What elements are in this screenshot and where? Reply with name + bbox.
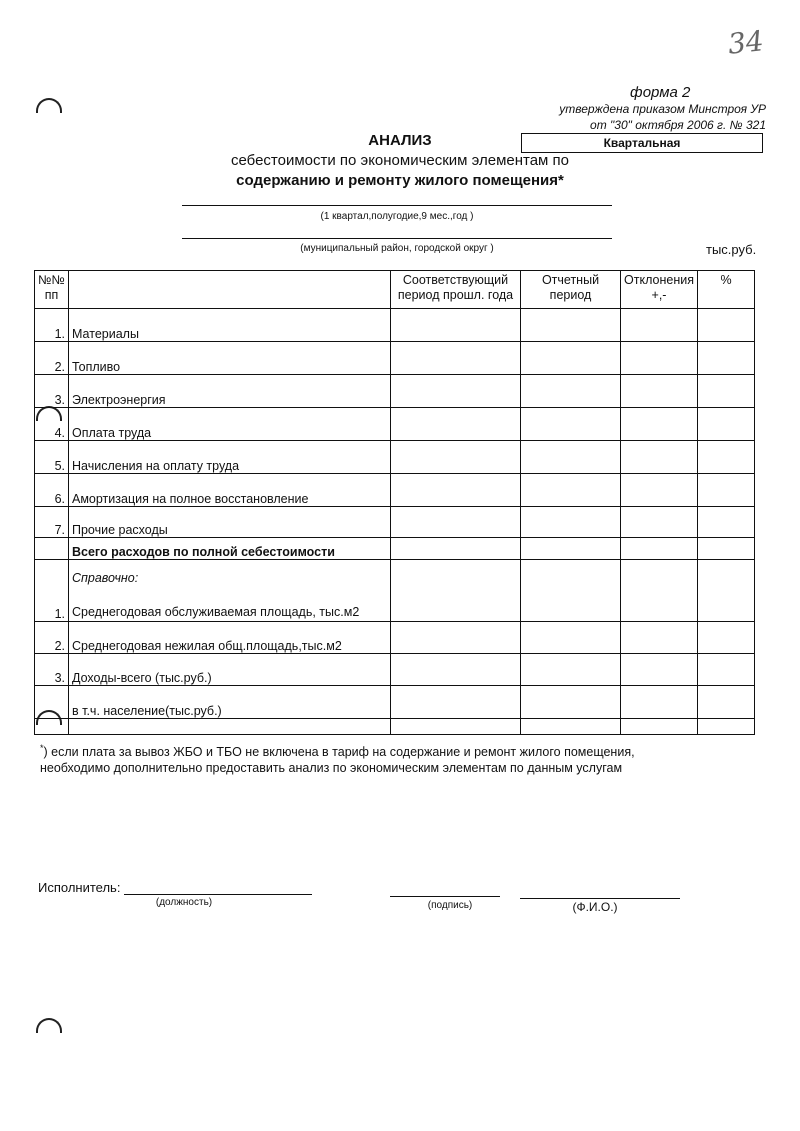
row-number: 7. bbox=[35, 507, 69, 538]
row-name bbox=[69, 719, 391, 735]
cell-percent[interactable] bbox=[698, 654, 755, 686]
row-number: 1. bbox=[35, 560, 69, 622]
cell-prev[interactable] bbox=[391, 507, 521, 538]
table-row bbox=[35, 441, 755, 474]
cell-deviation[interactable] bbox=[621, 654, 698, 686]
cell-current[interactable] bbox=[521, 309, 621, 342]
period-fill-line bbox=[182, 205, 612, 206]
cell-deviation[interactable] bbox=[621, 309, 698, 342]
cell-current[interactable] bbox=[521, 507, 621, 538]
header-number bbox=[35, 271, 69, 309]
footnote-line-1 bbox=[40, 740, 780, 760]
cell-deviation[interactable] bbox=[621, 474, 698, 507]
row-number bbox=[35, 538, 69, 560]
cell-prev[interactable] bbox=[391, 654, 521, 686]
reference-row-name: Доходы-всего (тыс.руб.) bbox=[69, 654, 391, 686]
name-caption: (Ф.И.О.) bbox=[572, 900, 618, 914]
reference-item-label: Среднегодовая обслуживаемая площадь, тыс.м2 bbox=[72, 605, 360, 619]
signature-fill-line[interactable] bbox=[390, 896, 500, 897]
reference-row-name: Среднегодовая нежилая общ.площадь,тыс.м2 bbox=[69, 622, 391, 654]
reference-row bbox=[35, 654, 755, 686]
row-number: 2. bbox=[35, 622, 69, 654]
table-row bbox=[35, 309, 755, 342]
header-prev-period bbox=[391, 271, 521, 309]
period-caption: (1 квартал,полугодие,9 мес.,год ) bbox=[320, 211, 474, 222]
header-prev-line-2: период прошл. года bbox=[397, 288, 514, 302]
cell-deviation[interactable] bbox=[621, 538, 698, 560]
cell-current[interactable] bbox=[521, 375, 621, 408]
cell-prev[interactable] bbox=[391, 309, 521, 342]
cell-deviation[interactable] bbox=[621, 408, 698, 441]
cell-current[interactable] bbox=[521, 474, 621, 507]
cell-percent[interactable] bbox=[698, 408, 755, 441]
cell-prev[interactable] bbox=[391, 375, 521, 408]
unit-label: тыс.руб. bbox=[706, 242, 757, 257]
district-fill-line bbox=[182, 238, 612, 239]
reference-label: Справочно: bbox=[72, 571, 139, 585]
cell-prev[interactable] bbox=[391, 560, 521, 622]
row-name: Материалы bbox=[69, 309, 391, 342]
cell-prev[interactable] bbox=[391, 408, 521, 441]
header-number-line-1: №№ bbox=[38, 273, 65, 287]
position-caption: (должность) bbox=[155, 897, 213, 908]
cell-current[interactable] bbox=[521, 719, 621, 735]
total-row-name: Всего расходов по полной себестоимости bbox=[69, 538, 391, 560]
cell-deviation[interactable] bbox=[621, 686, 698, 719]
cell-percent[interactable] bbox=[698, 560, 755, 622]
reference-row bbox=[35, 560, 755, 622]
row-number bbox=[35, 686, 69, 719]
table-row-empty bbox=[35, 719, 755, 735]
cell-percent[interactable] bbox=[698, 474, 755, 507]
header-percent: % bbox=[698, 271, 755, 309]
cell-percent[interactable] bbox=[698, 538, 755, 560]
period-type-box: Квартальная bbox=[521, 133, 763, 153]
cell-percent[interactable] bbox=[698, 375, 755, 408]
reference-row bbox=[35, 686, 755, 719]
district-caption: (муниципальный район, городской округ ) bbox=[300, 243, 494, 254]
table-row bbox=[35, 342, 755, 375]
cell-deviation[interactable] bbox=[621, 622, 698, 654]
document-subtitle-1: себестоимости по экономическим элементам по bbox=[230, 152, 570, 169]
table-row bbox=[35, 507, 755, 538]
row-number: 3. bbox=[35, 375, 69, 408]
row-name: Электроэнергия bbox=[69, 375, 391, 408]
approval-line-1: утверждена приказом Минстроя УР bbox=[559, 102, 766, 116]
row-number: 1. bbox=[35, 309, 69, 342]
row-number: 4. bbox=[35, 408, 69, 441]
cell-percent[interactable] bbox=[698, 342, 755, 375]
cell-percent[interactable] bbox=[698, 686, 755, 719]
cell-deviation[interactable] bbox=[621, 719, 698, 735]
footnote-text-1: ) если плата за вывоз ЖБО и ТБО не включена в тариф на содержание и ремонт жилого помещения, bbox=[43, 745, 635, 760]
header-deviation-line-2: +,- bbox=[651, 288, 667, 302]
row-number: 6. bbox=[35, 474, 69, 507]
cell-current[interactable] bbox=[521, 560, 621, 622]
footnote-mark: * bbox=[40, 743, 44, 753]
row-name: Амортизация на полное восстановление bbox=[69, 474, 391, 507]
row-name: Оплата труда bbox=[69, 408, 391, 441]
cell-prev[interactable] bbox=[391, 441, 521, 474]
footnote bbox=[40, 740, 780, 776]
table-row bbox=[35, 474, 755, 507]
reference-row-name: в т.ч. население(тыс.руб.) bbox=[69, 686, 391, 719]
cell-percent[interactable] bbox=[698, 622, 755, 654]
punch-hole-icon bbox=[36, 1018, 62, 1033]
cell-deviation[interactable] bbox=[621, 560, 698, 622]
reference-row-name bbox=[69, 560, 391, 622]
total-row bbox=[35, 538, 755, 560]
cell-prev[interactable] bbox=[391, 622, 521, 654]
cell-prev[interactable] bbox=[391, 686, 521, 719]
signature-caption: (подпись) bbox=[427, 900, 473, 911]
cell-prev[interactable] bbox=[391, 538, 521, 560]
form-label: форма 2 bbox=[630, 84, 691, 101]
cell-prev[interactable] bbox=[391, 719, 521, 735]
header-deviation-line-1: Отклонения bbox=[624, 273, 694, 287]
position-fill-line[interactable] bbox=[124, 894, 312, 895]
cell-prev[interactable] bbox=[391, 342, 521, 375]
cell-percent[interactable] bbox=[698, 719, 755, 735]
cell-deviation[interactable] bbox=[621, 441, 698, 474]
header-prev-line-1: Соответствующий bbox=[402, 273, 509, 287]
approval-line-2: от "30" октября 2006 г. № 321 bbox=[590, 118, 766, 132]
header-current-period bbox=[521, 271, 621, 309]
cell-current[interactable] bbox=[521, 622, 621, 654]
header-name bbox=[69, 271, 391, 309]
row-name: Начисления на оплату труда bbox=[69, 441, 391, 474]
handwritten-page-number: 34 bbox=[726, 24, 766, 61]
footnote-line-2: необходимо дополнительно предоставить анализ по экономическим элементам по данным услугам bbox=[40, 761, 623, 776]
cell-current[interactable] bbox=[521, 342, 621, 375]
cell-deviation[interactable] bbox=[621, 507, 698, 538]
cell-current[interactable] bbox=[521, 686, 621, 719]
header-number-line-2: пп bbox=[44, 288, 59, 302]
cell-current[interactable] bbox=[521, 441, 621, 474]
cell-prev[interactable] bbox=[391, 474, 521, 507]
document-subtitle-2: содержанию и ремонту жилого помещения* bbox=[236, 172, 564, 189]
cell-deviation[interactable] bbox=[621, 375, 698, 408]
approval-note bbox=[536, 101, 766, 133]
cell-deviation[interactable] bbox=[621, 342, 698, 375]
row-number bbox=[35, 719, 69, 735]
cell-percent[interactable] bbox=[698, 309, 755, 342]
header-deviation bbox=[621, 271, 698, 309]
cell-current[interactable] bbox=[521, 408, 621, 441]
row-number: 5. bbox=[35, 441, 69, 474]
cell-current[interactable] bbox=[521, 538, 621, 560]
table-row bbox=[35, 375, 755, 408]
row-number: 3. bbox=[35, 654, 69, 686]
row-name: Прочие расходы bbox=[69, 507, 391, 538]
cost-analysis-table bbox=[34, 270, 755, 735]
header-current-line-1: Отчетный bbox=[541, 273, 600, 287]
row-name: Топливо bbox=[69, 342, 391, 375]
executor-label: Исполнитель: bbox=[38, 880, 121, 895]
table-row bbox=[35, 408, 755, 441]
row-number: 2. bbox=[35, 342, 69, 375]
header-current-line-2: период bbox=[549, 288, 592, 302]
name-fill-line[interactable] bbox=[520, 898, 680, 899]
cell-current[interactable] bbox=[521, 654, 621, 686]
cell-percent[interactable] bbox=[698, 441, 755, 474]
document-title: АНАЛИЗ bbox=[368, 132, 432, 149]
cell-percent[interactable] bbox=[698, 507, 755, 538]
punch-hole-icon bbox=[36, 98, 62, 113]
table-header-row bbox=[35, 271, 755, 309]
reference-row bbox=[35, 622, 755, 654]
